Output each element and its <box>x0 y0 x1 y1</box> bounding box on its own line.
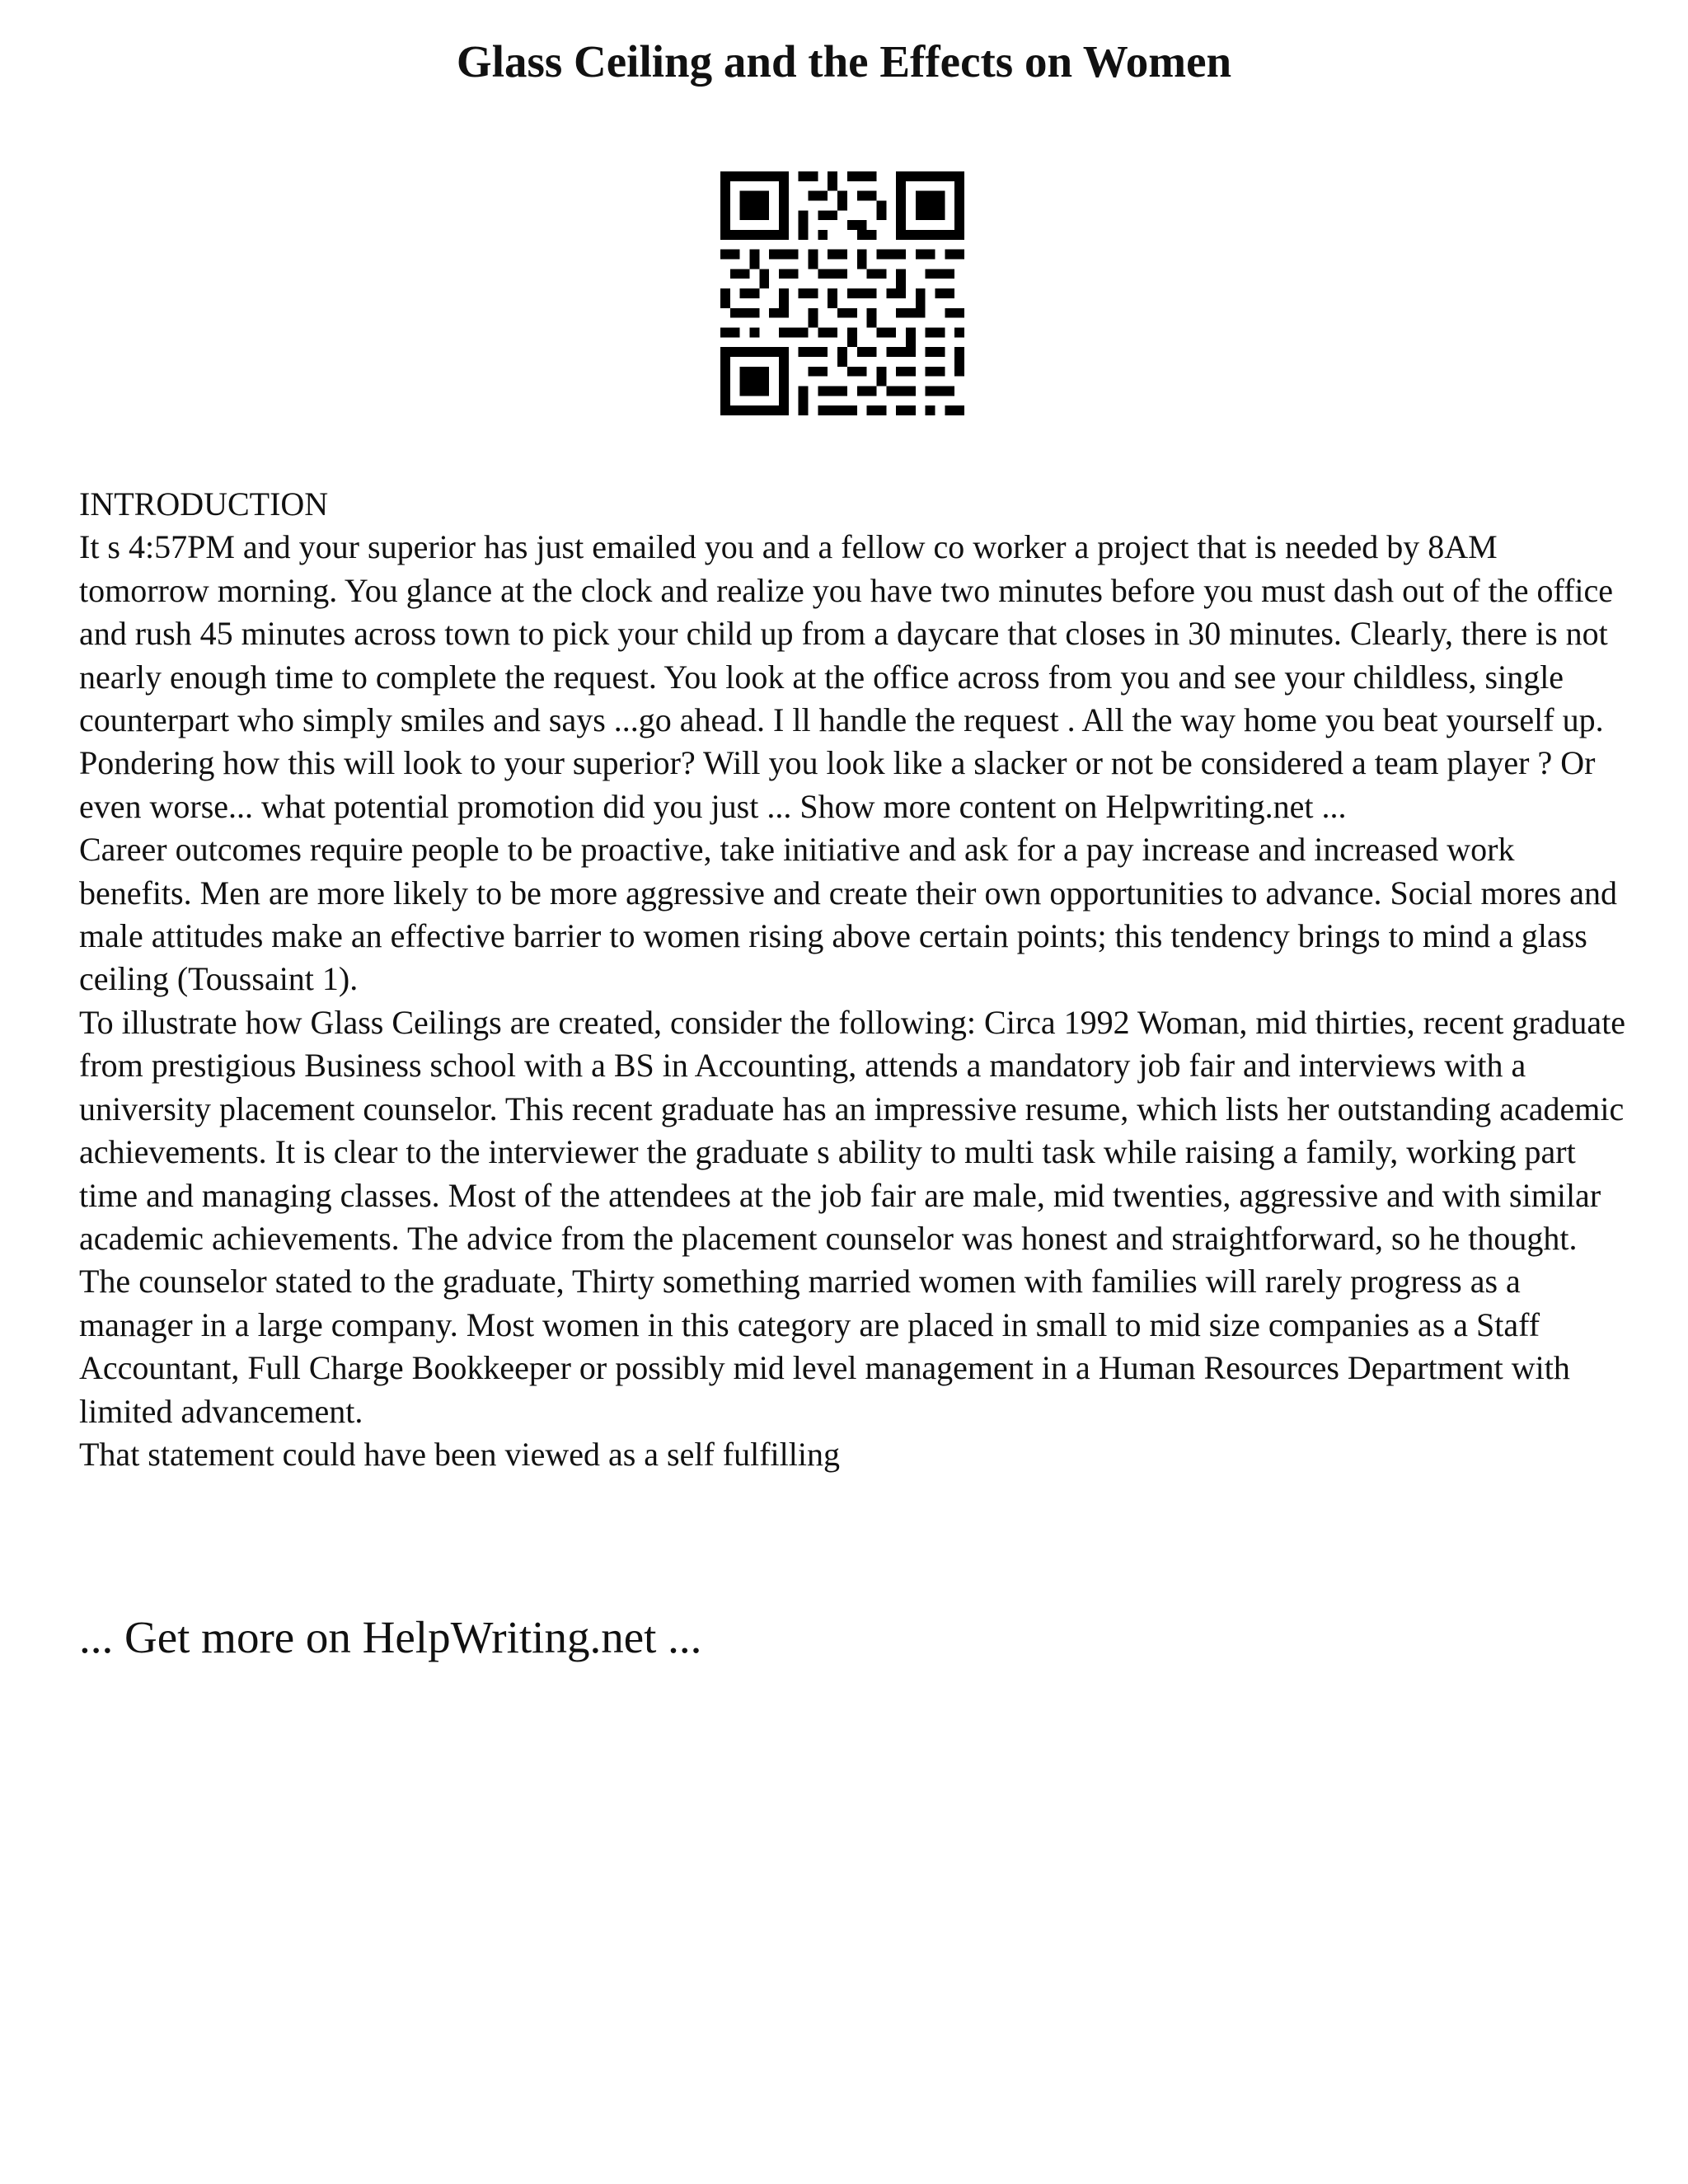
paragraph-intro: It s 4:57PM and your superior has just emailed you and a fellow co worker a project that is needed by 8AM tomorrow morning. You glance at the clock and realize you have two minutes before you must dash out of the office and rush 45 minutes across town to pick your child up from a daycare that closes in 30 minutes. Clearly, there is not nearly enough time to complete the request. You look at the office across from you and see your childless, single counterpart who simply smiles and says ...go ahead. I ll handle the request . All the way home you beat yourself up. Pondering how this will look to your superior? Will you look like a slacker or not be considered a team player ? Or even worse... what potential promotion did you just ... Show more content on Helpwriting.net ... <box>79 528 1614 825</box>
section-heading: INTRODUCTION <box>79 485 329 523</box>
qr-code-icon <box>720 171 964 415</box>
paragraph-career-outcomes: Career outcomes require people to be proactive, take initiative and ask for a pay increase and increased work benefits. Men are more likely to be more aggressive and create their own opportunities to advance. Social mores and male attitudes make an effective barrier to women rising above certain points; this tendency brings to mind a glass ceiling (Toussaint 1). <box>79 831 1618 998</box>
document-title: Glass Ceiling and the Effects on Women <box>456 36 1232 87</box>
qr-code-graphic <box>720 171 964 415</box>
paragraph-illustration: To illustrate how Glass Ceilings are created, consider the following: Circa 1992 Woman, mid thirties, recent graduate from prestigious Business school with a BS in Accounting, attends a mandatory job fair and interviews with a university placement counselor. This recent graduate has an impressive resume, which lists her outstanding academic achievements. It is clear to the interviewer the graduate s ability to multi task while raising a family, working part time and managing classes. Most of the attendees at the job fair are male, mid twenties, aggressive and with similar academic achievements. The advice from the placement counselor was honest and straightforward, so he thought. The counselor stated to the graduate, Thirty something married women with families will rarely progress as a manager in a large company. Most women in this category are placed in small to mid size companies as a Staff Accountant, Full Charge Bookkeeper or possibly mid level management in a Human Resources Department with limited advancement. <box>79 1003 1626 1430</box>
get-more-link[interactable]: ... Get more on HelpWriting.net ... <box>79 1612 702 1662</box>
document-body <box>79 483 1629 1476</box>
paragraph-truncated: That statement could have been viewed as a self fulfilling <box>79 1435 841 1473</box>
